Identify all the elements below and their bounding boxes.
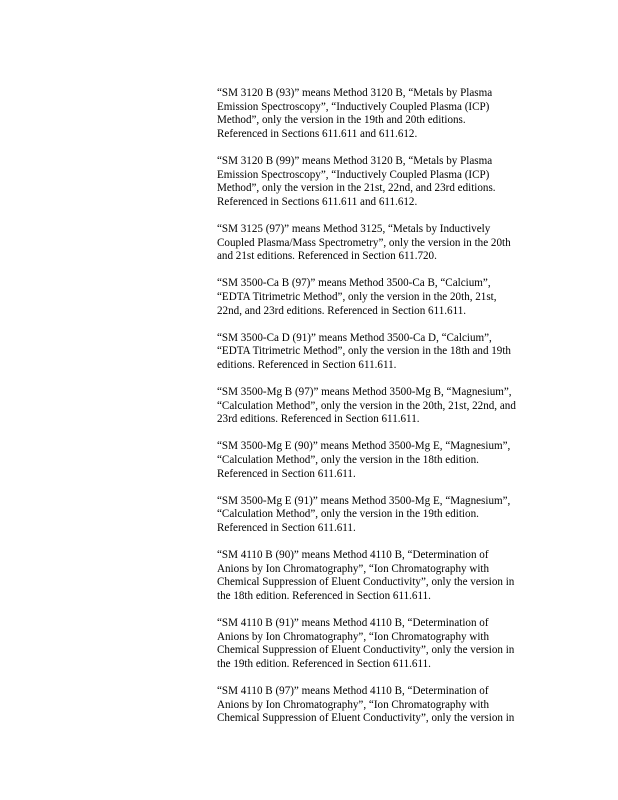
definition-line: “SM 4110 B (97)” means Method 4110 B, “Determination of (217, 685, 489, 698)
definition-sm-3120-b-99 (217, 155, 550, 209)
definition-line: “Calculation Method”, only the version in the 18th edition. (217, 454, 479, 467)
definition-line: “EDTA Titrimetric Method”, only the version in the 20th, 21st, (217, 290, 497, 303)
definition-line: the 19th edition. Referenced in Section 611.611. (217, 657, 431, 670)
definition-line: “SM 3120 B (99)” means Method 3120 B, “Metals by Plasma (217, 154, 493, 167)
definition-line: “SM 3500-Ca B (97)” means Method 3500-Ca B, “Calcium”, (217, 277, 491, 290)
definition-line: Chemical Suppression of Eluent Conductivity”, only the version in (217, 644, 515, 657)
definition-sm-4110-b-97 (217, 685, 550, 726)
definition-sm-3500-mg-e-90 (217, 440, 550, 481)
definition-line: Method”, only the version in the 19th and 20th editions. (217, 114, 466, 127)
definition-sm-4110-b-90 (217, 549, 550, 603)
definition-line: “SM 4110 B (91)” means Method 4110 B, “Determination of (217, 617, 489, 630)
definition-sm-3500-mg-b-97 (217, 386, 550, 427)
definition-line: Coupled Plasma/Mass Spectrometry”, only the version in the 20th (217, 236, 511, 249)
definition-line: Emission Spectroscopy”, “Inductively Coupled Plasma (ICP) (217, 100, 490, 113)
definition-line: Referenced in Section 611.611. (217, 467, 356, 480)
definition-line: Anions by Ion Chromatography”, “Ion Chromatography with (217, 698, 490, 711)
definition-line: Chemical Suppression of Eluent Conductivity”, only the version in (217, 712, 515, 725)
definition-line: and 21st editions. Referenced in Section 611.720. (217, 250, 437, 263)
definition-sm-3500-mg-e-91 (217, 495, 550, 536)
definition-line: “SM 3125 (97)” means Method 3125, “Metals by Inductively (217, 222, 491, 235)
definition-line: “SM 3500-Mg B (97)” means Method 3500-Mg B, “Magnesium”, (217, 386, 512, 399)
definition-line: “SM 3500-Ca D (91)” means Method 3500-Ca D, “Calcium”, (217, 331, 492, 344)
definition-sm-3125-97 (217, 223, 550, 264)
definition-line: “Calculation Method”, only the version in the 19th edition. (217, 508, 479, 521)
definition-sm-3120-b-93 (217, 87, 550, 141)
definition-sm-3500-ca-d-91 (217, 332, 550, 373)
definition-line: “SM 3500-Mg E (90)” means Method 3500-Mg E, “Magnesium”, (217, 440, 511, 453)
definition-line: Anions by Ion Chromatography”, “Ion Chromatography with (217, 562, 490, 575)
definition-sm-4110-b-91 (217, 617, 550, 671)
definition-line: “Calculation Method”, only the version in the 20th, 21st, 22nd, and (217, 399, 516, 412)
definition-sm-3500-ca-b-97 (217, 277, 550, 318)
definitions-list (217, 87, 550, 740)
definition-line: Method”, only the version in the 21st, 22nd, and 23rd editions. (217, 182, 496, 195)
definition-line: Chemical Suppression of Eluent Conductivity”, only the version in (217, 576, 515, 589)
definition-line: “SM 3120 B (93)” means Method 3120 B, “Metals by Plasma (217, 87, 493, 99)
definition-line: Referenced in Section 611.611. (217, 522, 356, 534)
definition-line: “SM 4110 B (90)” means Method 4110 B, “Determination of (217, 549, 489, 562)
definition-line: editions. Referenced in Section 611.611. (217, 358, 397, 371)
definition-line: Referenced in Sections 611.611 and 611.612. (217, 127, 418, 140)
definition-line: “SM 3500-Mg E (91)” means Method 3500-Mg E, “Magnesium”, (217, 494, 511, 507)
definition-line: 22nd, and 23rd editions. Referenced in Section 611.611. (217, 304, 467, 317)
definition-line: Anions by Ion Chromatography”, “Ion Chromatography with (217, 630, 490, 643)
definition-line: Emission Spectroscopy”, “Inductively Coupled Plasma (ICP) (217, 168, 490, 181)
definition-line: Referenced in Sections 611.611 and 611.612. (217, 195, 418, 208)
definition-line: the 18th edition. Referenced in Section 611.611. (217, 589, 431, 602)
definition-line: 23rd editions. Referenced in Section 611.611. (217, 413, 420, 426)
definition-line: “EDTA Titrimetric Method”, only the version in the 18th and 19th (217, 345, 511, 358)
